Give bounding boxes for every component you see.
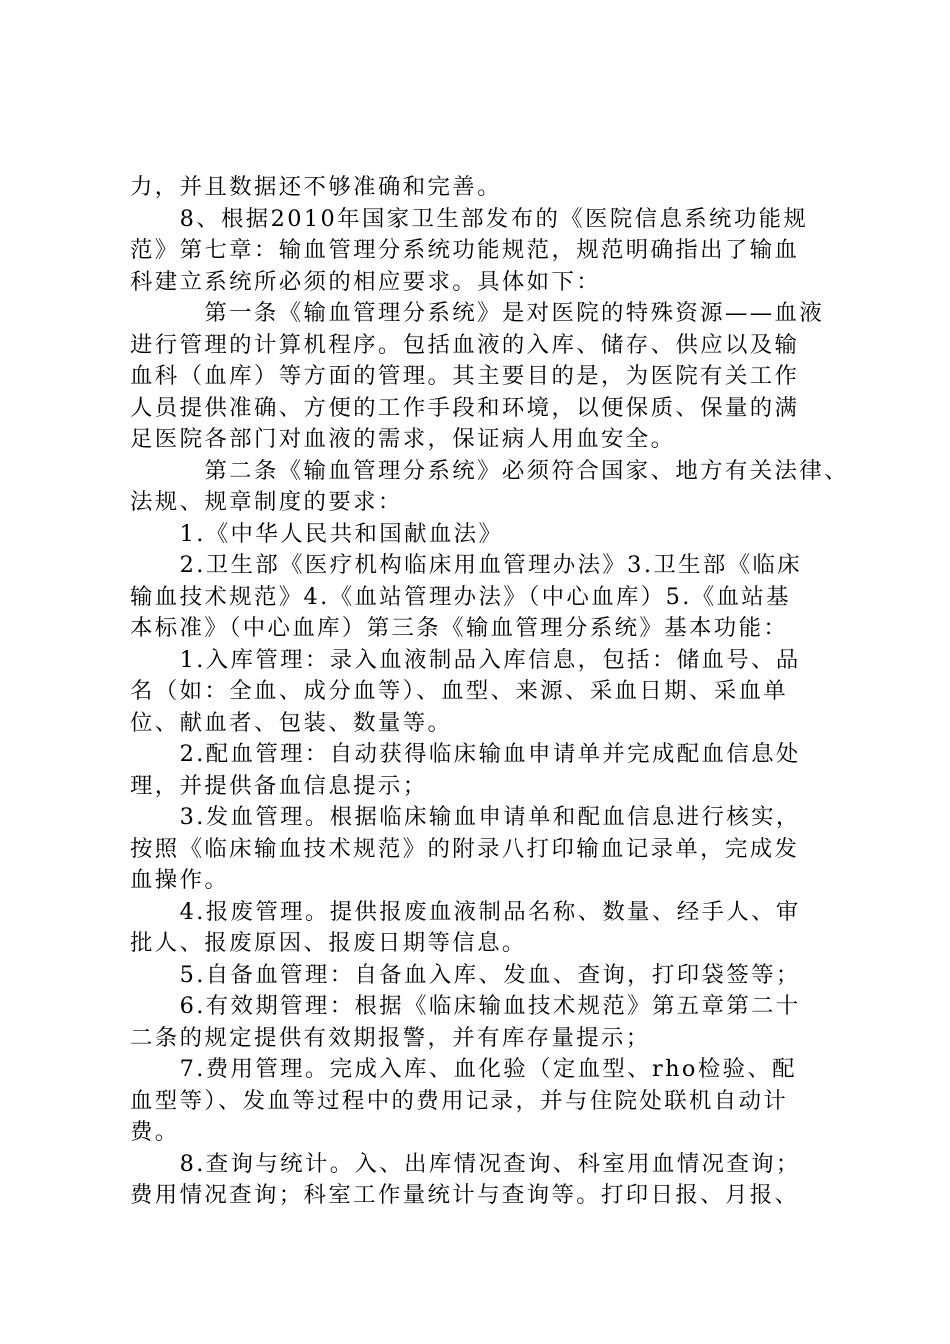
text-line: 范》第七章：输血管理分系统功能规范，规范明确指出了输血 [130,237,800,263]
text-line: 2.卫生部《医疗机构临床用血管理办法》3.卫生部《临床 [130,552,803,578]
document-body [130,172,850,1212]
text-line: 1.入库管理：录入血液制品入库信息，包括：储血号、品 [130,646,801,673]
text-line: 位、献血者、包装、数量等。 [130,709,453,736]
text-line: 血型等）、发血等过程中的费用记录，并与住院处联机自动计 [130,1087,789,1114]
text-line: 血操作。 [130,867,230,893]
text-line: 7.费用管理。完成入库、血化验（定血型、rho检验、配 [130,1056,797,1082]
text-line: 本标准》（中心血库）第三条《输血管理分系统》基本功能： [130,615,789,641]
text-line: 按照《临床输血技术规范》的附录八打印输血记录单，完成发 [130,835,800,862]
text-line: 3.发血管理。根据临床输血申请单和配血信息进行核实， [130,804,801,830]
text-line: 批人、报废原因、报废日期等信息。 [130,930,527,956]
text-line: 第二条《输血管理分系统》必须符合国家、地方有关法律、 [130,457,849,484]
text-line: 费用情况查询；科室工作量统计与查询等。打印日报、月报、 [130,1182,800,1208]
text-line: 力，并且数据还不够准确和完善。 [130,174,502,200]
text-line: 5.自备血管理：自备血入库、发血、查询，打印袋签等； [130,961,801,988]
text-line: 理，并提供备血信息提示； [130,772,428,799]
text-line: 8.查询与统计。入、出库情况查询、科室用血情况查询； [130,1150,801,1177]
text-line: 6.有效期管理：根据《临床输血技术规范》第五章第二十 [130,993,801,1019]
text-line: 费。 [130,1119,180,1145]
text-line: 科建立系统所必须的相应要求。具体如下： [130,268,602,295]
text-line: 血科（血库）等方面的管理。其主要目的是，为医院有关工作 [130,363,800,389]
text-line: 进行管理的计算机程序。包括血液的入库、储存、供应以及输 [130,331,800,358]
text-line: 人员提供准确、方便的工作手段和环境，以便保质、保量的满 [130,394,800,421]
text-line: 输血技术规范》4.《血站管理办法》（中心血库）5.《血站基 [130,583,791,610]
text-line: 足医院各部门对血液的需求，保证病人用血安全。 [130,426,676,452]
text-line: 4.报废管理。提供报废血液制品名称、数量、经手人、审 [130,898,801,925]
text-line: 2.配血管理：自动获得临床输血申请单并完成配血信息处 [130,741,801,767]
text-line: 二条的规定提供有效期报警，并有库存量提示； [130,1024,651,1051]
text-line: 8、根据2010年国家卫生部发布的《医院信息系统功能规 [130,205,809,232]
text-line: 名（如：全血、成分血等）、血型、来源、采血日期、采血单 [130,678,789,704]
text-line: 法规、规章制度的要求： [130,489,403,515]
text-line: 1.《中华人民共和国献血法》 [130,520,504,547]
text-line: 第一条《输血管理分系统》是对医院的特殊资源——血液 [130,300,825,326]
